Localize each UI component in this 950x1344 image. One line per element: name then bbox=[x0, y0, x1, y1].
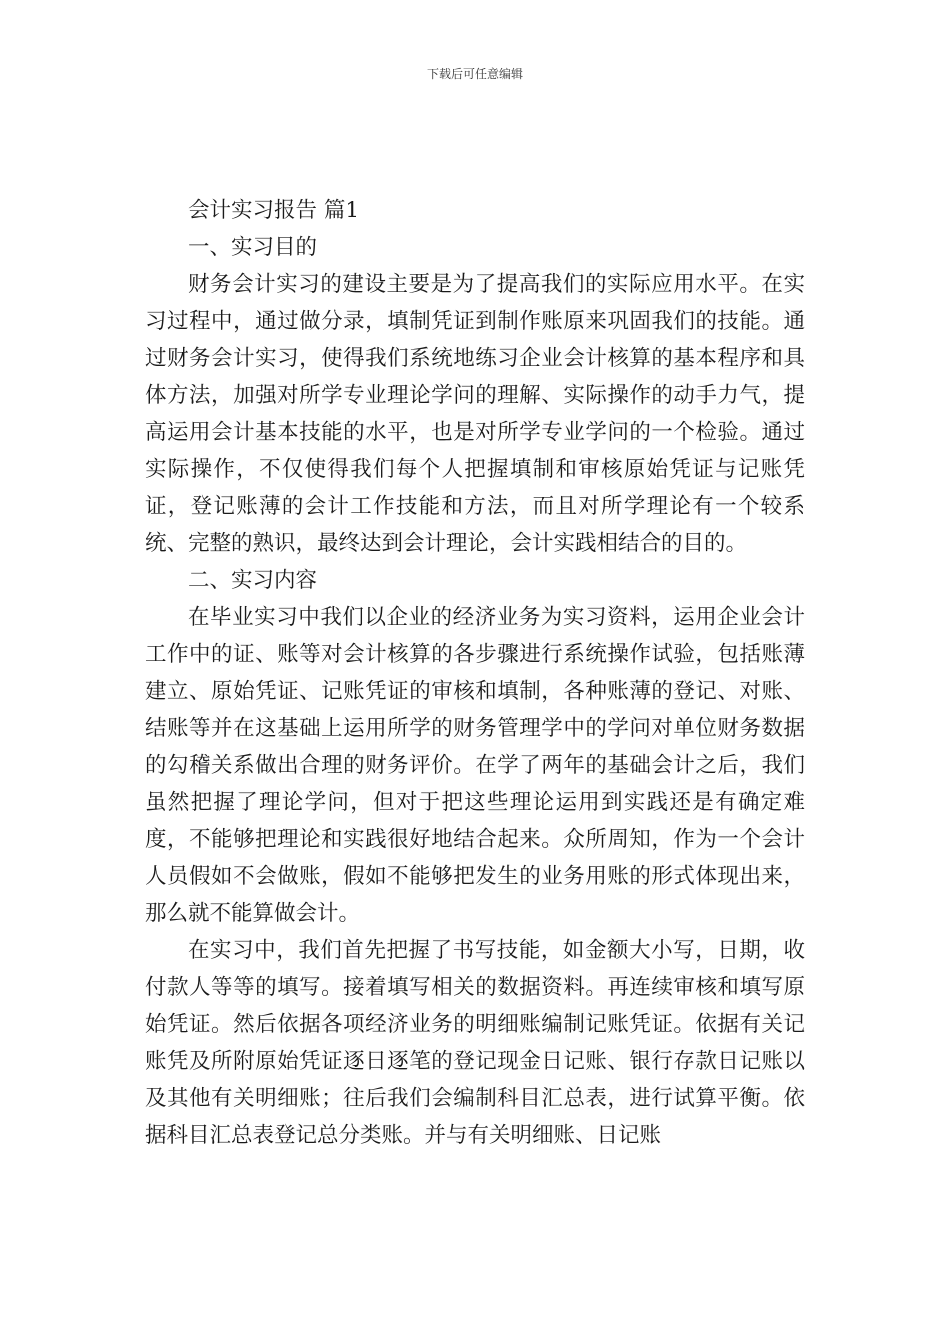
paragraph-content-1: 在毕业实习中我们以企业的经济业务为实习资料，运用企业会计工作中的证、账等对会计核算的各步骤进行系统操作试验，包括账薄建立、原始凭证、记账凭证的审核和填制，各种账薄的登记、对账、结账等并在这基础上运用所学的财务管理学中的学问对单位财务数据的勾稽关系做出合理的财务评价。在学了两年的基础会计之后，我们虽然把握了理论学问，但对于把这些理论运用到实践还是有确定难度，不能够把理论和实践很好地结合起来。众所周知，作为一个会计人员假如不会做账，假如不能够把发生的业务用账的形式体现出来，那么就不能算做会计。 bbox=[145, 605, 805, 926]
paragraph-purpose: 财务会计实习的建设主要是为了提高我们的实际应用水平。在实习过程中，通过做分录，填制凭证到制作账原来巩固我们的技能。通过财务会计实习，使得我们系统地练习企业会计核算的基本程序和具体方法，加强对所学专业理论学问的理解、实际操作的动手力气，提高运用会计基本技能的水平，也是对所学专业学问的一个检验。通过实际操作，不仅使得我们每个人把握填制和审核原始凭证与记账凭证，登记账薄的会计工作技能和方法，而且对所学理论有一个较系统、完整的熟识，最终达到会计理论，会计实践相结合的目的。 bbox=[145, 272, 805, 556]
document-title: 会计实习报告 篇1 bbox=[188, 198, 360, 223]
section-heading-purpose: 一、实习目的 bbox=[188, 235, 318, 260]
section-heading-content: 二、实习内容 bbox=[188, 568, 318, 593]
paragraph-content-2: 在实习中，我们首先把握了书写技能，如金额大小写，日期，收付款人等等的填写。接着填写相关的数据资料。再连续审核和填写原始凭证。然后依据各项经济业务的明细账编制记账凭证。依据有关记账凭及所附原始凭证逐日逐笔的登记现金日记账、银行存款日记账以及其他有关明细账；往后我们会编制科目汇总表，进行试算平衡。依据科目汇总表登记总分类账。并与有关明细账、日记账 bbox=[145, 938, 805, 1148]
document-body bbox=[145, 192, 805, 1154]
page-header: 下载后可任意编辑 bbox=[426, 67, 523, 81]
